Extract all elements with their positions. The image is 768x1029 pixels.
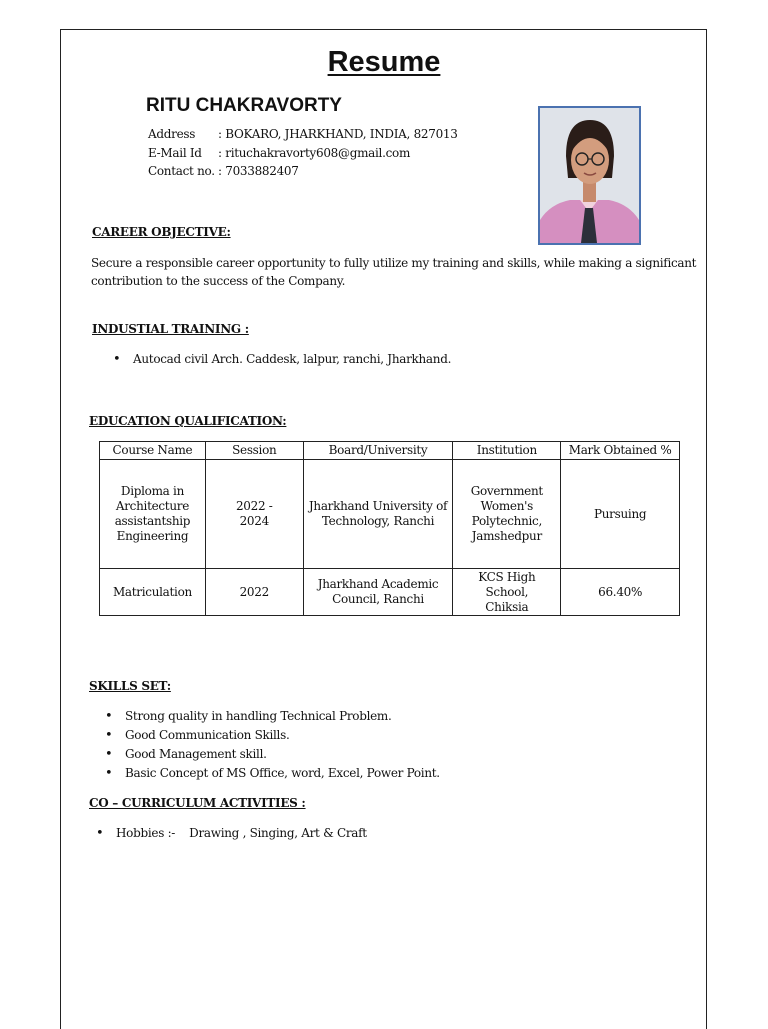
contact-value: : BOKARO, JHARKHAND, INDIA, 827013 [218, 127, 458, 141]
training-list [113, 350, 451, 369]
cell-line: Diploma in [120, 484, 184, 498]
contact-label: Address [148, 127, 196, 141]
contact-label: E-Mail Id [148, 146, 202, 160]
contact-value: : 7033882407 [218, 164, 299, 178]
session-cell [205, 569, 303, 616]
table-row [100, 460, 680, 569]
cell-line: Matriculation [112, 584, 192, 599]
list-item: • Strong quality in handling Technical Problem. [105, 707, 440, 726]
resume-title: Resume [327, 46, 441, 78]
column-header: Course Name [100, 442, 206, 460]
career-objective-line: Secure a responsible career opportunity to fully utilize my training and skills, while making a significant [91, 256, 697, 270]
candidate-name: RITU CHAKRAVORTY [146, 95, 342, 116]
marks-cell: 66.40% [561, 569, 680, 616]
contact-value: : rituchakravorty608@gmail.com [218, 146, 411, 160]
cell-line: assistantship [114, 514, 191, 528]
board-cell [303, 460, 453, 569]
education-heading: EDUCATION QUALIFICATION: [89, 414, 287, 428]
cell-line: Jharkhand University of [308, 499, 448, 513]
column-header: Board/University [303, 442, 453, 460]
table-row [100, 569, 680, 616]
cell-line: Jharkhand Academic [317, 577, 439, 591]
portrait-illustration [540, 108, 639, 243]
list-item: • Good Management skill. [105, 745, 440, 764]
profile-photo [538, 106, 641, 245]
cell-line: 2024 [239, 514, 269, 528]
cell-line: Architecture [115, 499, 189, 513]
table-header-row [100, 442, 680, 460]
career-objective-heading: CAREER OBJECTIVE: [92, 225, 231, 239]
skills-heading: SKILLS SET: [89, 679, 171, 693]
course-cell [100, 460, 206, 569]
marks-cell: Pursuing [561, 460, 680, 569]
career-objective-text [91, 254, 696, 290]
cell-line: Women's [480, 499, 533, 513]
contact-label: Contact no. [148, 164, 215, 178]
education-table [99, 441, 680, 616]
cell-line: Government [470, 484, 543, 498]
cell-line: Engineering [116, 529, 189, 543]
list-item: • Basic Concept of MS Office, word, Excel, Power Point. [105, 764, 440, 783]
board-cell [303, 569, 453, 616]
cell-line: Technology, Ranchi [321, 514, 435, 528]
cell-line: Polytechnic, [471, 514, 542, 528]
activities-heading: CO – CURRICULUM ACTIVITIES : [89, 796, 306, 810]
list-item: • Autocad civil Arch. Caddesk, lalpur, ranchi, Jharkhand. [113, 350, 451, 369]
column-header: Institution [453, 442, 561, 460]
activities-list [96, 824, 367, 843]
session-cell [205, 460, 303, 569]
institution-cell [453, 569, 561, 616]
list-item: • Good Communication Skills. [105, 726, 440, 745]
cell-line: KCS High School, [478, 569, 536, 599]
skills-list [105, 707, 440, 783]
cell-line: 2022 [239, 584, 269, 599]
industrial-training-heading: INDUSTIAL TRAINING : [92, 322, 249, 336]
career-objective-line: contribution to the success of the Company. [91, 274, 346, 288]
institution-cell [453, 460, 561, 569]
cell-line: Jamshedpur [471, 529, 542, 543]
cell-line: 2022 - [235, 499, 273, 513]
course-cell [100, 569, 206, 616]
column-header: Session [205, 442, 303, 460]
cell-line: Council, Ranchi [332, 592, 424, 606]
column-header: Mark Obtained % [561, 442, 680, 460]
cell-line: Chiksia [485, 599, 529, 614]
list-item: • Hobbies :- Drawing , Singing, Art & Craft [96, 824, 367, 843]
